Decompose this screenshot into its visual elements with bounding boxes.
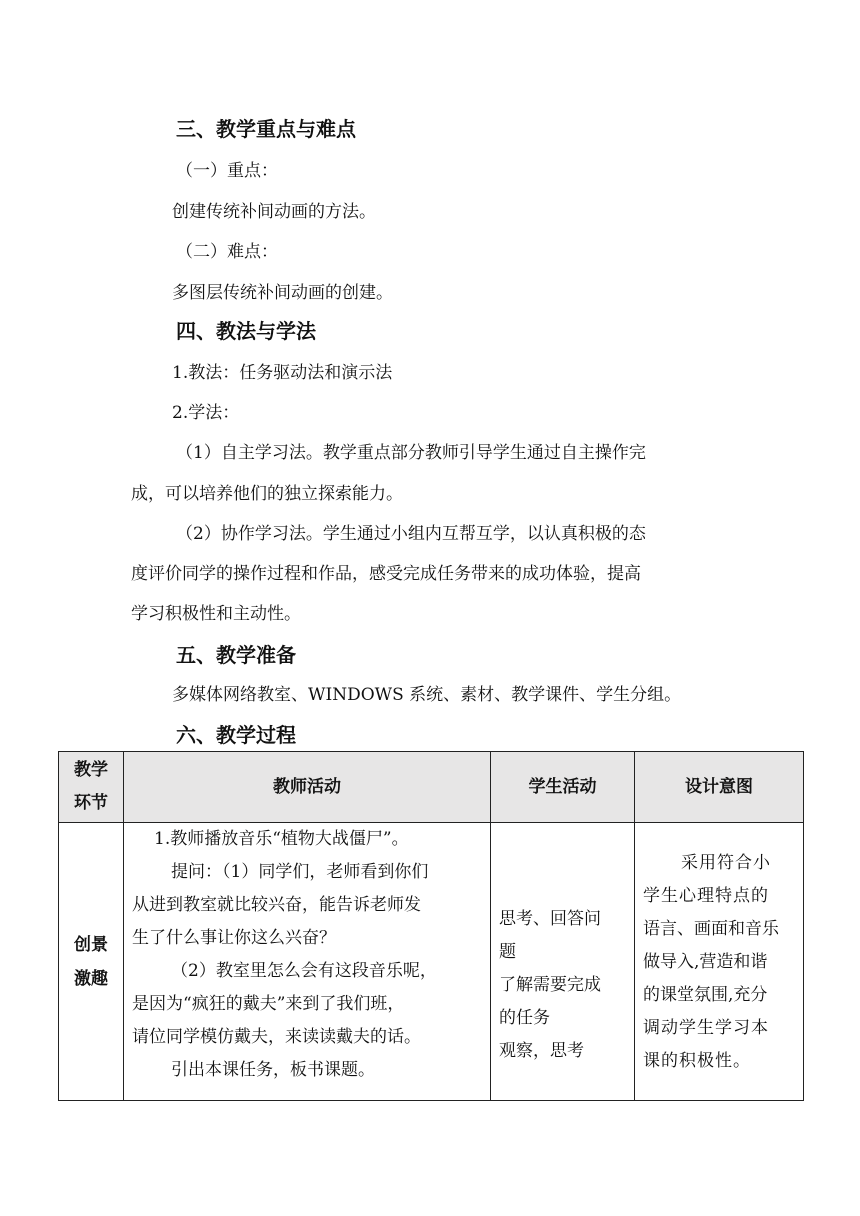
table-header-row bbox=[59, 752, 804, 823]
teacher-activity-cell bbox=[124, 823, 491, 1101]
header-student-activity: 学生活动 bbox=[491, 752, 635, 823]
table-row bbox=[59, 823, 804, 1101]
difficulty-label: （二）难点： bbox=[176, 242, 278, 262]
teaching-method: 1.教法：任务驱动法和演示法 bbox=[172, 363, 393, 383]
header-teacher-activity: 教师活动 bbox=[124, 752, 491, 823]
design-line: 学生心理特点的 bbox=[643, 886, 769, 906]
preparation-text: 多媒体网络教室、WINDOWS 系统、素材、教学课件、学生分组。 bbox=[172, 685, 682, 705]
design-line: 调动学生学习本 bbox=[643, 1018, 769, 1038]
section-heading-6: 六、教学过程 bbox=[176, 723, 296, 747]
section-heading-4: 四、教法与学法 bbox=[176, 319, 316, 343]
design-line: 采用符合小 bbox=[681, 853, 771, 873]
section-heading-3: 三、教学重点与难点 bbox=[176, 117, 356, 141]
teacher-line: 从进到教室就比较兴奋，能告诉老师发 bbox=[132, 895, 421, 915]
stage-line-1: 创景 bbox=[74, 934, 108, 955]
teacher-line: 1.教师播放音乐“植物大战僵尸”。 bbox=[154, 829, 409, 849]
design-line: 做导入,营造和谐 bbox=[643, 952, 768, 972]
learning-method-2-line-2: 度评价同学的操作过程和作品，感受完成任务带来的成功体验，提高 bbox=[131, 564, 641, 584]
key-point-text: 创建传统补间动画的方法。 bbox=[172, 202, 376, 222]
student-line: 题 bbox=[499, 942, 516, 962]
design-line: 语言、画面和音乐 bbox=[643, 919, 779, 939]
learning-method-2-line-1: （2）协作学习法。学生通过小组内互帮互学，以认真积极的态 bbox=[176, 524, 646, 544]
design-intent-cell bbox=[635, 823, 804, 1101]
teacher-line: （2）教室里怎么会有这段音乐呢， bbox=[171, 961, 437, 981]
student-line: 的任务 bbox=[499, 1008, 550, 1028]
student-line: 了解需要完成 bbox=[499, 975, 601, 995]
stage-line-2: 激趣 bbox=[74, 968, 108, 989]
teacher-line: 是因为“疯狂的戴夫”来到了我们班， bbox=[132, 994, 405, 1014]
learning-method-label: 2.学法： bbox=[172, 403, 240, 423]
difficulty-text: 多图层传统补间动画的创建。 bbox=[172, 283, 393, 303]
student-line: 思考、回答问 bbox=[499, 909, 601, 929]
stage-cell bbox=[59, 823, 124, 1101]
design-line: 课的积极性。 bbox=[643, 1051, 751, 1071]
header-design-intent: 设计意图 bbox=[635, 752, 804, 823]
teacher-line: 引出本课任务，板书课题。 bbox=[171, 1060, 375, 1080]
student-activity-cell bbox=[491, 823, 635, 1101]
teacher-line: 请位同学模仿戴夫，来读读戴夫的话。 bbox=[132, 1027, 421, 1047]
header-stage-line-2: 环节 bbox=[74, 793, 108, 813]
learning-method-1-line-1: （1）自主学习法。教学重点部分教师引导学生通过自主操作完 bbox=[176, 443, 646, 463]
student-line: 观察，思考 bbox=[499, 1041, 584, 1061]
teacher-line: 提问：（1）同学们，老师看到你们 bbox=[171, 862, 429, 882]
learning-method-1-line-2: 成，可以培养他们的独立探索能力。 bbox=[131, 484, 403, 504]
header-stage-line-1: 教学 bbox=[74, 760, 108, 780]
section-heading-5: 五、教学准备 bbox=[176, 643, 296, 667]
learning-method-2-line-3: 学习积极性和主动性。 bbox=[131, 604, 301, 624]
header-stage bbox=[59, 752, 124, 823]
key-point-label: （一）重点： bbox=[176, 161, 278, 181]
teaching-process-table bbox=[58, 751, 804, 1101]
teacher-line: 生了什么事让你这么兴奋？ bbox=[132, 928, 336, 948]
design-line: 的课堂氛围,充分 bbox=[643, 985, 768, 1005]
